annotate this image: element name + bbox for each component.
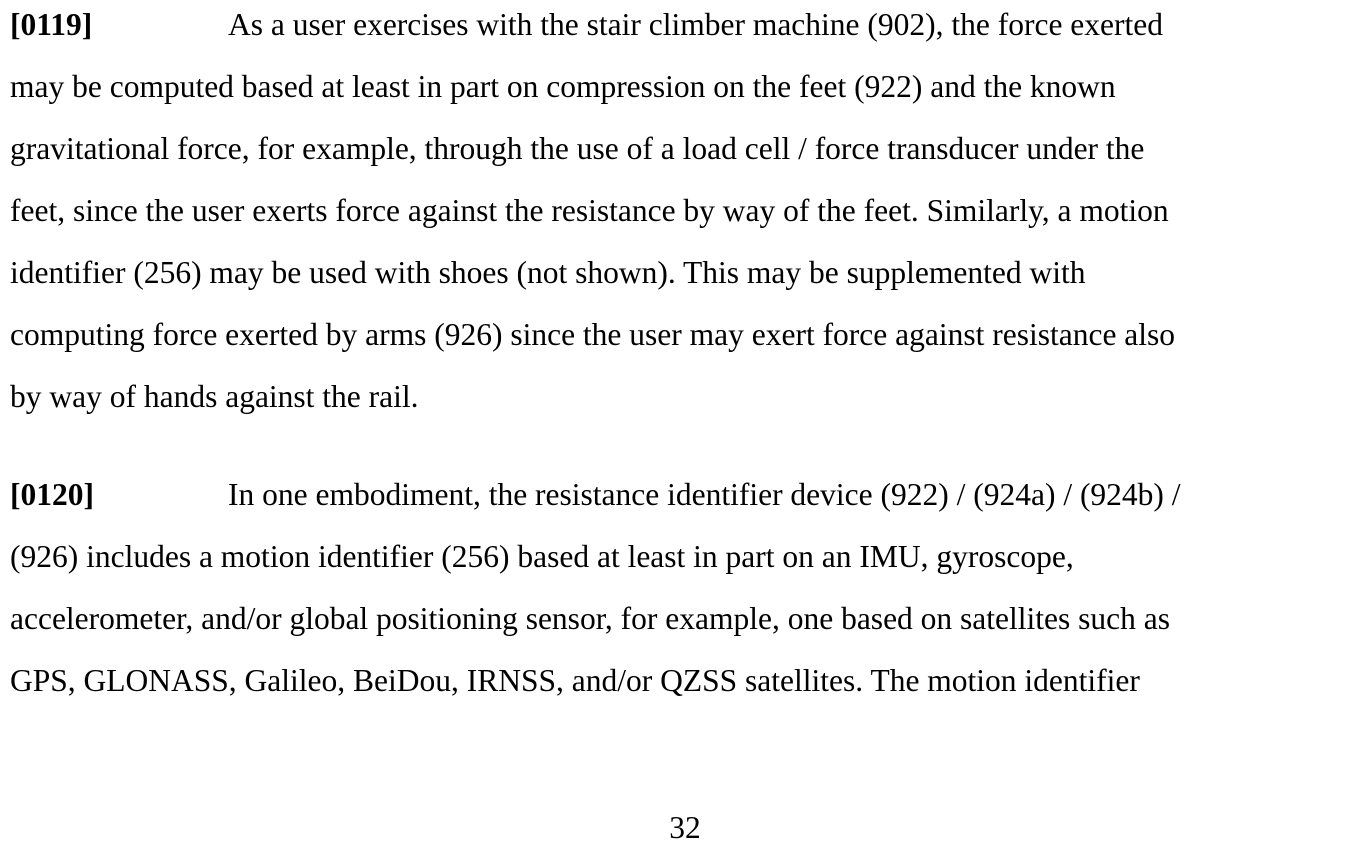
paragraph-0119 xyxy=(10,0,1355,428)
paragraph-number: [0120] xyxy=(10,464,228,526)
paragraph-line: (926) includes a motion identifier (256) based at least in part on an IMU, gyroscope, xyxy=(10,526,1355,588)
paragraph-line: gravitational force, for example, through the use of a load cell / force transducer under the xyxy=(10,118,1355,180)
paragraph-line: feet, since the user exerts force against the resistance by way of the feet. Similarly, a motion xyxy=(10,180,1355,242)
page-number: 32 xyxy=(0,797,1357,859)
paragraph-line xyxy=(10,0,1355,56)
paragraph-line: GPS, GLONASS, Galileo, BeiDou, IRNSS, and/or QZSS satellites. The motion identifier xyxy=(10,650,1355,712)
paragraph-line: may be computed based at least in part on compression on the feet (922) and the known xyxy=(10,56,1355,118)
paragraph-line: by way of hands against the rail. xyxy=(10,366,1355,428)
paragraph-line: accelerometer, and/or global positioning sensor, for example, one based on satellites such as xyxy=(10,588,1355,650)
paragraph-line xyxy=(10,464,1355,526)
line-text: As a user exercises with the stair climber machine (902), the force exerted xyxy=(228,7,1163,42)
paragraph-line: identifier (256) may be used with shoes (not shown). This may be supplemented with xyxy=(10,242,1355,304)
paragraph-0120 xyxy=(10,464,1355,712)
line-text: In one embodiment, the resistance identifier device (922) / (924a) / (924b) / xyxy=(228,477,1181,512)
paragraph-line: computing force exerted by arms (926) since the user may exert force against resistance also xyxy=(10,304,1355,366)
paragraph-number: [0119] xyxy=(10,0,228,56)
